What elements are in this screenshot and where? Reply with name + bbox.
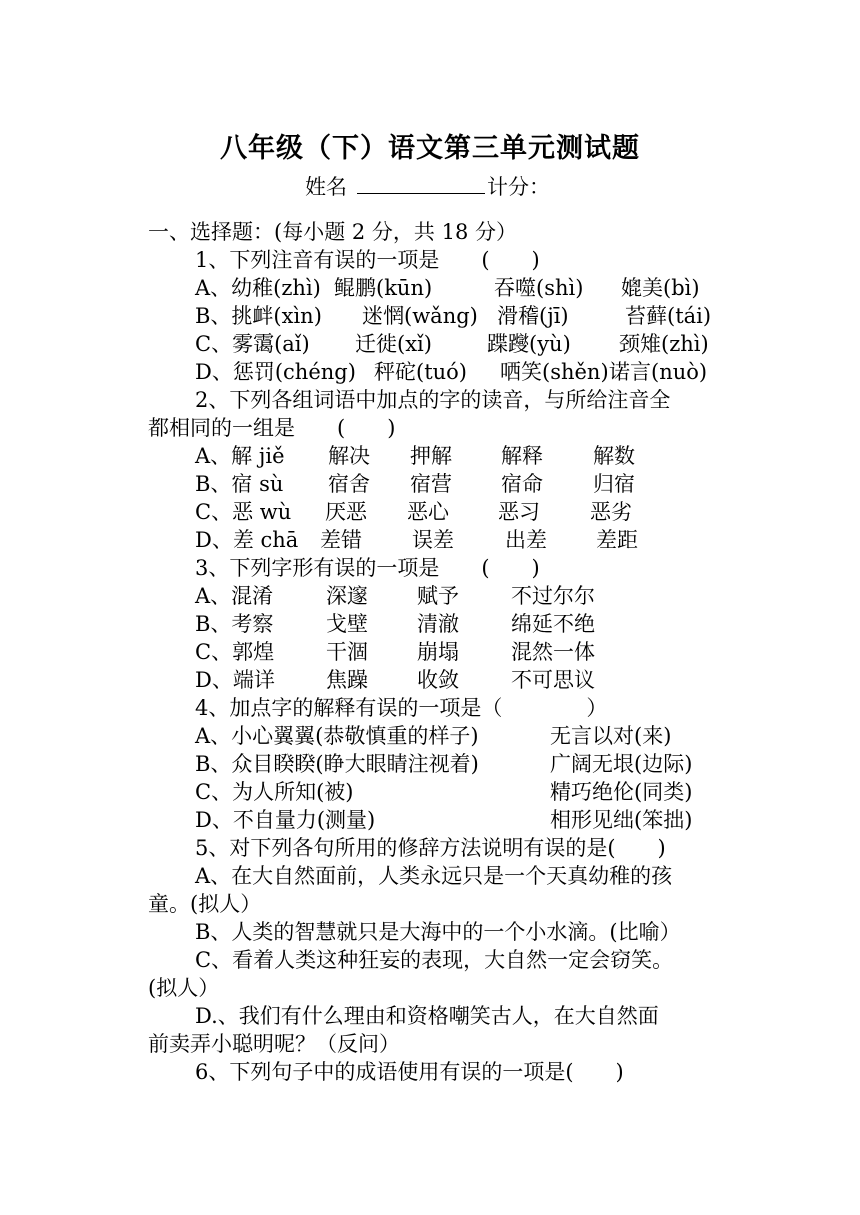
q4d-1: D、不自量力(测量) bbox=[195, 808, 376, 832]
q2b-4: 宿命 bbox=[501, 472, 543, 496]
q2d-3: 误差 bbox=[412, 528, 454, 552]
q2d-4: 出差 bbox=[505, 528, 547, 552]
q3c-4: 混然一体 bbox=[511, 640, 595, 664]
q2c-3: 恶心 bbox=[407, 500, 449, 524]
q2c-4: 恶习 bbox=[498, 500, 540, 524]
q1a-1: A、幼稚(zhì) bbox=[195, 276, 321, 300]
name-label: 姓名 bbox=[305, 175, 347, 199]
q4b-1: B、众目睽睽(睁大眼睛注视着) bbox=[195, 752, 479, 776]
q1b-2: 迷惘(wǎng) bbox=[362, 304, 478, 328]
q4b-2: 广阔无垠(边际) bbox=[550, 752, 693, 776]
q4c-1: C、为人所知(被) bbox=[195, 780, 354, 804]
q1d-3: 哂笑(shěn) bbox=[500, 360, 609, 384]
question-4-stem: 4、加点字的解释有误的一项是（ ） bbox=[195, 696, 608, 720]
q1d-1: D、惩罚(chéng) bbox=[195, 360, 356, 384]
q5-option-d: D.、我们有什么理由和资格嘲笑古人，在大自然面 bbox=[195, 1004, 659, 1028]
question-1-stem: 1、下列注音有误的一项是 ( ) bbox=[195, 248, 540, 272]
q2b-1: B、宿 sù bbox=[195, 472, 284, 496]
q5-option-b: B、人类的智慧就只是大海中的一个小水滴。(比喻） bbox=[195, 920, 681, 944]
q2a-3: 押解 bbox=[410, 444, 452, 468]
q2b-5: 归宿 bbox=[593, 472, 635, 496]
q4a-2: 无言以对(来) bbox=[550, 724, 672, 748]
q3c-2: 干涸 bbox=[326, 640, 368, 664]
q5-option-a: A、在大自然面前，人类永远只是一个天真幼稚的孩 bbox=[195, 864, 673, 888]
q2b-3: 宿营 bbox=[410, 472, 452, 496]
q3c-3: 崩塌 bbox=[417, 640, 459, 664]
score-label: 计分： bbox=[487, 175, 550, 199]
q2d-5: 差距 bbox=[596, 528, 638, 552]
question-3-stem: 3、下列字形有误的一项是 ( ) bbox=[195, 556, 540, 580]
q3b-3: 清澈 bbox=[417, 612, 459, 636]
question-2-stem-cont: 都相同的一组是 ( ) bbox=[148, 416, 396, 440]
q1c-4: 颈雉(zhì) bbox=[619, 332, 709, 356]
q1b-3: 滑稽(jī) bbox=[497, 304, 569, 328]
name-score-line bbox=[305, 171, 550, 201]
q3b-2: 戈壁 bbox=[326, 612, 368, 636]
q4c-2: 精巧绝伦(同类) bbox=[550, 780, 693, 804]
q2c-5: 恶劣 bbox=[590, 500, 632, 524]
q5-option-c-cont: (拟人） bbox=[148, 976, 220, 1000]
q3d-3: 收敛 bbox=[417, 668, 459, 692]
q4d-2: 相形见绌(笨拙) bbox=[550, 808, 693, 832]
q1c-2: 迁徙(xǐ) bbox=[355, 332, 432, 356]
q3c-1: C、郭煌 bbox=[195, 640, 275, 664]
q2b-2: 宿舍 bbox=[328, 472, 370, 496]
q3a-4: 不过尔尔 bbox=[511, 584, 595, 608]
q2a-1: A、解 jiě bbox=[195, 444, 285, 468]
q2d-2: 差错 bbox=[320, 528, 362, 552]
q1b-1: B、挑衅(xìn) bbox=[195, 304, 322, 328]
q2a-5: 解数 bbox=[593, 444, 635, 468]
q2a-2: 解决 bbox=[328, 444, 370, 468]
q5-option-a-cont: 童。(拟人） bbox=[148, 892, 262, 916]
name-blank[interactable] bbox=[357, 175, 485, 194]
q3d-1: D、端详 bbox=[195, 668, 275, 692]
q3a-1: A、混淆 bbox=[195, 584, 274, 608]
q1a-2: 鲲鹏(kūn) bbox=[334, 276, 433, 300]
q1a-3: 吞噬(shì) bbox=[494, 276, 584, 300]
q3d-4: 不可思议 bbox=[511, 668, 595, 692]
q5-option-d-cont: 前卖弄小聪明呢？（反问） bbox=[148, 1032, 400, 1056]
q1d-2: 秤砣(tuó) bbox=[374, 360, 467, 384]
q2c-2: 厌恶 bbox=[325, 500, 367, 524]
page-title: 八年级（下）语文第三单元测试题 bbox=[220, 133, 640, 164]
section-heading: 一、选择题：(每小题 2 分，共 18 分） bbox=[148, 220, 517, 244]
q1b-4: 苔藓(tái) bbox=[625, 304, 712, 328]
q2d-1: D、差 chā bbox=[195, 528, 299, 552]
q1c-1: C、雾霭(aǐ) bbox=[195, 332, 310, 356]
q1a-4: 媲美(bì) bbox=[621, 276, 700, 300]
question-6-stem: 6、下列句子中的成语使用有误的一项是( ) bbox=[195, 1060, 624, 1084]
question-2-stem: 2、下列各组词语中加点的字的读音，与所给注音全 bbox=[195, 388, 671, 412]
q4a-1: A、小心翼翼(恭敬慎重的样子) bbox=[195, 724, 479, 748]
q3a-3: 赋予 bbox=[417, 584, 459, 608]
q1c-3: 蹀躞(yù) bbox=[487, 332, 571, 356]
q2a-4: 解释 bbox=[501, 444, 543, 468]
q3d-2: 焦躁 bbox=[326, 668, 368, 692]
q1d-4: 诺言(nuò) bbox=[609, 360, 708, 384]
question-5-stem: 5、对下列各句所用的修辞方法说明有误的是( ) bbox=[195, 836, 666, 860]
q3b-1: B、考察 bbox=[195, 612, 274, 636]
q5-option-c: C、看着人类这种狂妄的表现，大自然一定会窃笑。 bbox=[195, 948, 674, 972]
q3b-4: 绵延不绝 bbox=[511, 612, 595, 636]
q2c-1: C、恶 wù bbox=[195, 500, 292, 524]
q3a-2: 深邃 bbox=[326, 584, 368, 608]
